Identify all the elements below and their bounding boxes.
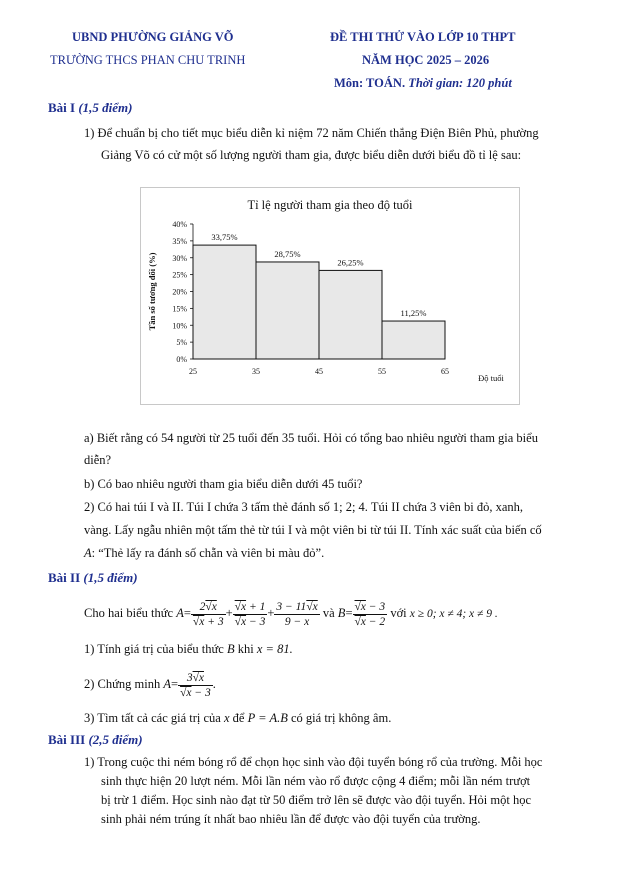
- y-tick-label: 25%: [172, 270, 187, 280]
- bai2-q1-prefix: 1) Tính giá trị của biểu thức: [84, 642, 224, 656]
- bai3-q1-line4: sinh phải ném trúng ít nhất bao nhiêu lần để được vào đội tuyển của trường.: [101, 812, 481, 826]
- subject: Môn: TOÁN.: [334, 76, 406, 90]
- bai2-q3-suffix: có giá trị không âm.: [291, 711, 392, 725]
- bar-value-label: 26,25%: [337, 257, 364, 268]
- x-tick-label: 55: [378, 367, 386, 376]
- section-3-points: (2,5 điểm): [88, 732, 143, 747]
- bai2-q2-fraction: $\frac{3√x}{√x - 3}$: [180, 671, 211, 699]
- y-tick-label: 0%: [176, 355, 187, 364]
- expr-b-symbol: B: [337, 606, 346, 620]
- bai3-q1-line3: bị trừ 1 điểm. Học sinh nào đạt từ 50 điểm trở lên sẽ được vào đội tuyển. Hỏi một học: [101, 793, 531, 807]
- x-tick-label: 65: [441, 367, 449, 376]
- bar-value-label: 11,25%: [400, 308, 427, 319]
- subject-line: [334, 76, 512, 91]
- bai2-q2-a: A: [163, 677, 171, 691]
- section-2-points: (1,5 điểm): [83, 570, 138, 585]
- section-2-title: Bài II: [48, 570, 81, 585]
- bai1-qa-line2: diễn?: [84, 453, 112, 467]
- histogram-bar: [319, 270, 382, 359]
- bai1-qb: b) Có bao nhiêu người tham gia biểu diễn dưới 45 tuổi?: [84, 477, 363, 491]
- expr-b: $\frac{√x - 3}{√x - 2}$: [354, 600, 386, 628]
- section-1-title: Bài I: [48, 100, 76, 115]
- bar-value-label: 28,75%: [274, 248, 301, 259]
- event-variable: A: [84, 546, 92, 560]
- histogram-bar: [256, 262, 319, 359]
- bai1-q1-line2: Giảng Võ có cử một số lượng người tham gia, được biểu diễn dưới biểu đồ tỉ lệ sau:: [101, 148, 522, 162]
- expr-a-symbol: A: [176, 606, 184, 620]
- expression-definitions: Cho hai biểu thức A= $\frac{2√x}{√x + 3}$ + $\frac{√x + 1}{√x - 3}$ + $\frac{3 - 11√x}{9 - x}$ và B= $\frac{√x - 3}{√x - 2}$ với x ≥ 0; x ≠ 4; x ≠ 9 .: [84, 600, 498, 628]
- bai2-q3-expr: P = A.B: [247, 711, 288, 725]
- section-1-heading: [48, 100, 133, 116]
- bai1-q1-line1: 1) Để chuẩn bị cho tiết mục biểu diễn kỉ niệm 72 năm Chiến thắng Điện Biên Phủ, phường: [84, 126, 539, 140]
- age-distribution-chart: [140, 187, 520, 405]
- bai2-q1-value: x = 81.: [256, 642, 293, 656]
- bai2-q3-mid: để: [232, 711, 245, 725]
- school-name: TRƯỜNG THCS PHAN CHU TRINH: [50, 53, 246, 67]
- section-1-points: (1,5 điểm): [78, 100, 133, 115]
- domain-conditions: x ≥ 0; x ≠ 4; x ≠ 9 .: [409, 608, 498, 620]
- x-axis-label: Độ tuổi: [478, 373, 504, 383]
- bai2-and: và: [322, 606, 335, 620]
- bai1-q2-line1: 2) Có hai túi I và II. Túi I chứa 3 tấm thẻ đánh số 1; 2; 4. Túi II chứa 3 viên bi đỏ, xanh,: [84, 500, 524, 514]
- y-tick-label: 10%: [172, 321, 187, 331]
- bai2-q3: [84, 708, 391, 728]
- y-tick-label: 15%: [172, 304, 187, 314]
- section-3-title: Bài III: [48, 732, 86, 747]
- expr-a-term3: $\frac{3 - 11√x}{9 - x}$: [276, 600, 318, 628]
- y-tick-label: 40%: [172, 220, 187, 229]
- bai2-with: với: [390, 606, 407, 620]
- bai2-q1: [84, 639, 293, 659]
- x-tick-label: 25: [189, 367, 197, 376]
- bar-value-label: 33,75%: [211, 232, 238, 243]
- school-authority: UBND PHƯỜNG GIẢNG VÕ: [72, 30, 234, 44]
- histogram-bar: [382, 321, 445, 359]
- chart-svg: [141, 188, 519, 404]
- event-description: : “Thẻ lấy ra đánh số chẵn và viên bi màu đỏ”.: [91, 546, 325, 560]
- bai3-q1-line2: sinh thực hiện 20 lượt ném. Mỗi lần ném vào rổ được cộng 4 điểm; mỗi lần ném trượt: [101, 774, 531, 788]
- bai2-intro: Cho hai biểu thức: [84, 606, 174, 620]
- y-tick-label: 30%: [172, 253, 187, 263]
- y-tick-label: 35%: [172, 236, 187, 246]
- section-2-heading: [48, 570, 138, 586]
- section-3-heading: [48, 732, 143, 748]
- bai2-q1-when: khi: [237, 642, 254, 656]
- expr-a-term2: $\frac{√x + 1}{√x - 3}$: [234, 600, 266, 628]
- y-tick-label: 20%: [172, 287, 187, 297]
- duration: Thời gian: 120 phút: [408, 76, 512, 90]
- bai2-q1-var: B: [226, 642, 235, 656]
- bai2-q2-prefix: 2) Chứng minh: [84, 677, 161, 691]
- histogram-bar: [193, 245, 256, 359]
- bai1-q2-line2: vàng. Lấy ngẫu nhiên một tấm thẻ từ túi I và một viên bi từ túi II. Tính xác suất của biến cố: [84, 523, 542, 537]
- exam-title: ĐỀ THI THỬ VÀO LỚP 10 THPT: [330, 30, 516, 44]
- school-year: NĂM HỌC 2025 – 2026: [362, 53, 490, 67]
- y-tick-label: 5%: [176, 338, 187, 348]
- bai1-q2-line3: [84, 543, 324, 563]
- bai2-q3-prefix: 3) Tìm tất cả các giá trị của: [84, 711, 221, 725]
- bai2-q3-var: x: [223, 711, 230, 725]
- expr-a-term1: $\frac{2√x}{√x + 3}$: [192, 600, 224, 628]
- x-tick-label: 45: [315, 367, 323, 376]
- y-axis-label: Tần số tương đối (%): [147, 252, 157, 331]
- bai3-q1-line1: 1) Trong cuộc thi ném bóng rổ để chọn học sinh vào đội tuyển bóng rổ của trường. Mỗi học: [84, 755, 543, 769]
- chart-title: Tỉ lệ người tham gia theo độ tuổi: [247, 198, 413, 212]
- bai1-qa-line1: a) Biết rằng có 54 người từ 25 tuổi đến 35 tuổi. Hỏi có tổng bao nhiêu người tham gia biểu: [84, 431, 538, 445]
- x-tick-label: 35: [252, 367, 260, 376]
- bai2-q2: 2) Chứng minh A= $\frac{3√x}{√x - 3}$ .: [84, 671, 216, 699]
